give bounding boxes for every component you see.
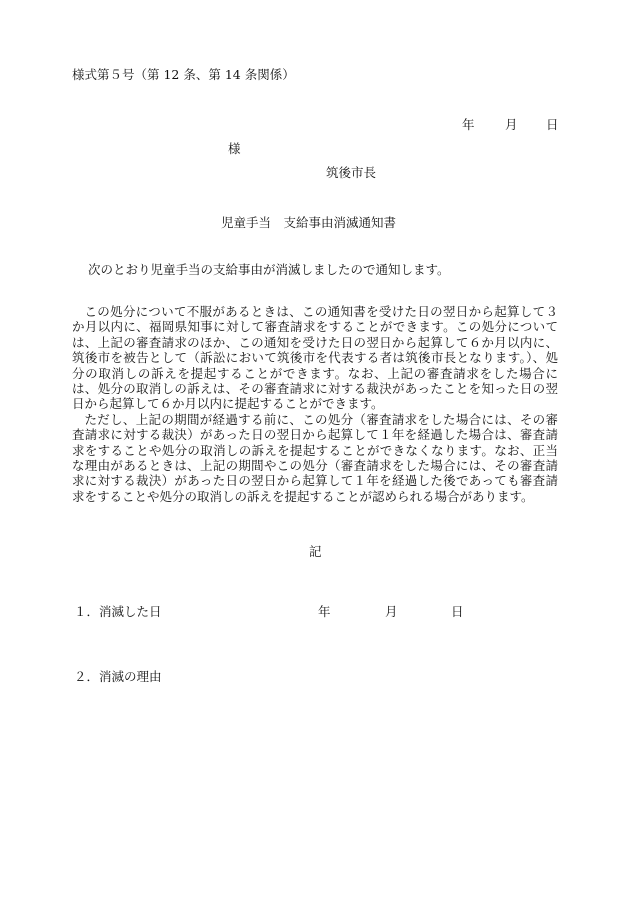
item-extinction-date-month: 月 xyxy=(385,604,398,619)
item-extinction-date-day: 日 xyxy=(451,604,464,619)
issue-date-year: 年 xyxy=(462,117,475,132)
notice-paragraph: この処分について不服があるときは、この通知書を受けた日の翌日から起算して３か月以内に、福岡県知事に対して審査請求をすることができます。この処分については、上記の審査請求のほか、この通知を受けた日の翌日から起算して６か月以内に、筑後市を被告として（訴訟において筑後市を代表する者は筑後市長となります。）、処分の取消しの訴えを提起することができます。なお、上記の審査請求をした場合には、処分の取消しの訴えは、その審査請求に対する裁決があったことを知った日の翌日から起算して６か月以内に提起することができます。 xyxy=(72,304,558,412)
addressee-suffix: 様 xyxy=(228,141,241,156)
ki-heading: 記 xyxy=(309,544,322,559)
issue-date-month: 月 xyxy=(505,117,518,132)
sender-name: 筑後市長 xyxy=(326,165,377,180)
form-number: 様式第５号（第 12 条、第 14 条関係） xyxy=(72,67,295,82)
lead-sentence: 次のとおり児童手当の支給事由が消滅しましたので通知します。 xyxy=(88,262,450,277)
item-extinction-date-year: 年 xyxy=(318,604,331,619)
document-title: 児童手当 支給事由消滅通知書 xyxy=(221,215,397,230)
item-extinction-reason-label: ２．消滅の理由 xyxy=(74,669,162,684)
issue-date-day: 日 xyxy=(546,117,559,132)
item-extinction-date-label: １．消滅した日 xyxy=(74,604,162,619)
appeal-notice xyxy=(72,304,558,504)
notice-paragraph: ただし、上記の期間が経過する前に、この処分（審査請求をした場合には、その審査請求に対する裁決）があった日の翌日から起算して１年を経過した場合は、審査請求をすることや処分の取消しの訴えを提起することができなくなります。なお、正当な理由があるときは、上記の期間やこの処分（審査請求をした場合には、その審査請求に対する裁決）があった日の翌日から起算して１年を経過した後であっても審査請求をすることや処分の取消しの訴えを提起することが認められる場合があります。 xyxy=(72,411,558,504)
